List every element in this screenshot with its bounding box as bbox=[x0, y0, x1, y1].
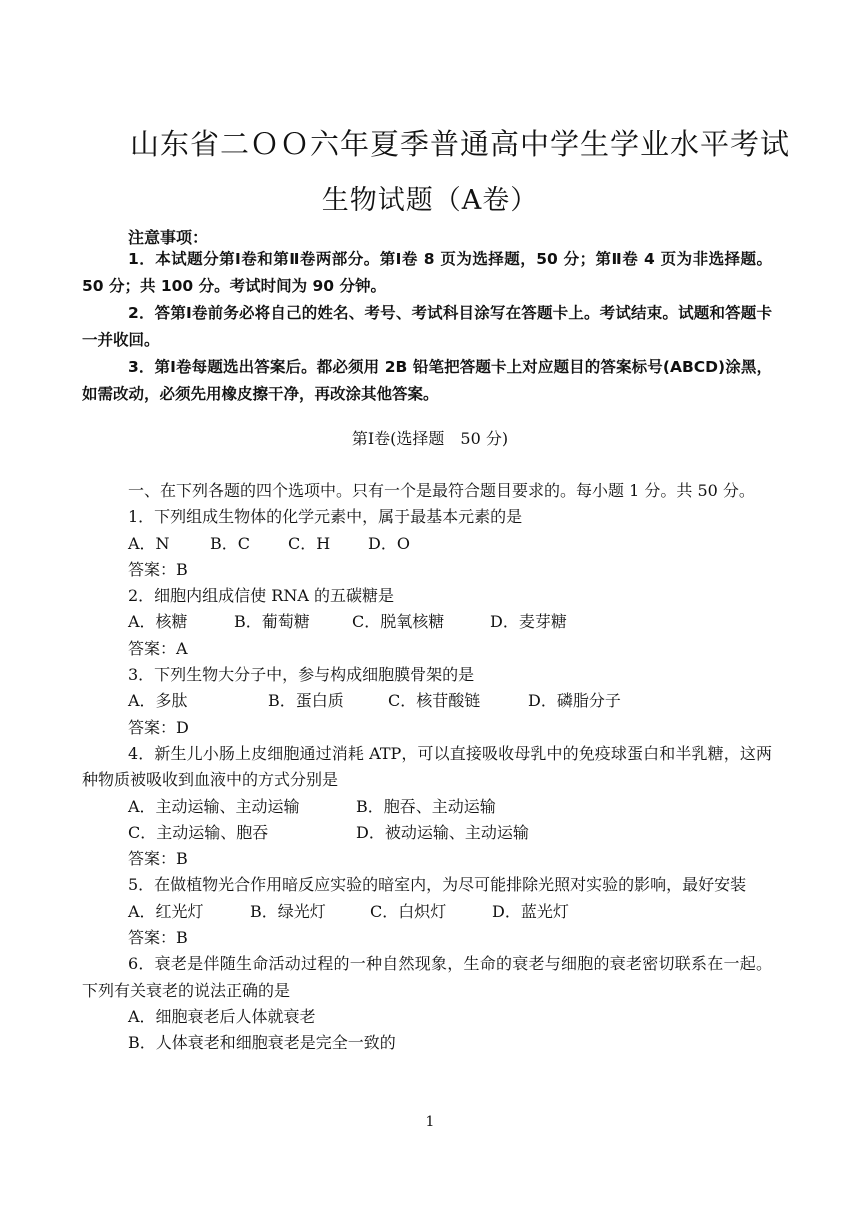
part-intro: 一、在下列各题的四个选项中。只有一个是最符合题目要求的。每小题 1 分。共 50 分。 bbox=[128, 481, 755, 500]
answer: 答案：B bbox=[128, 928, 188, 948]
question-stem: 5．在做植物光合作用暗反应实验的暗室内，为尽可能排除光照对实验的影响，最好安装 bbox=[128, 875, 747, 895]
question-option: B．人体衰老和细胞衰老是完全一致的 bbox=[128, 1033, 396, 1053]
option: B．绿光灯 bbox=[250, 901, 326, 921]
question-stem: 1．下列组成生物体的化学元素中，属于最基本元素的是 bbox=[128, 507, 523, 527]
note-item: 3．第Ⅰ卷每题选出答案后。都必须用 2B 铅笔把答题卡上对应题目的答案标号(ABCD)涂黑，如需改动，必须先用橡皮擦干净，再改涂其他答案。 bbox=[82, 358, 772, 403]
page-number: 1 bbox=[425, 1114, 435, 1130]
answer: 答案：B bbox=[128, 849, 188, 869]
question-options bbox=[82, 531, 772, 557]
question-options bbox=[82, 820, 772, 846]
option: B．C bbox=[210, 533, 251, 553]
option: A．主动运输、主动运输 bbox=[128, 796, 300, 816]
option: B．蛋白质 bbox=[268, 691, 344, 711]
option: B．葡萄糖 bbox=[234, 612, 310, 632]
question-options bbox=[82, 794, 772, 820]
questions-body bbox=[82, 478, 772, 1057]
option: D．蓝光灯 bbox=[492, 901, 569, 921]
exam-subtitle: 生物试题（A卷） bbox=[321, 185, 539, 216]
option: A．红光灯 bbox=[128, 901, 204, 921]
note-item: 1．本试题分第Ⅰ卷和第Ⅱ卷两部分。第Ⅰ卷 8 页为选择题，50 分；第Ⅱ卷 4 页为非选择题。50 分；共 100 分。考试时间为 90 分钟。 bbox=[82, 250, 772, 295]
question-stem: 3．下列生物大分子中，参与构成细胞膜骨架的是 bbox=[128, 665, 475, 685]
question-option: A．细胞衰老后人体就衰老 bbox=[128, 1006, 316, 1026]
option: D．麦芽糖 bbox=[490, 612, 567, 632]
option: C．H bbox=[288, 533, 331, 553]
option: C．白炽灯 bbox=[370, 901, 447, 921]
option: C．脱氧核糖 bbox=[352, 612, 445, 632]
option: C．主动运输、胞吞 bbox=[128, 822, 269, 842]
section-title: 第Ⅰ卷(选择题 50 分) bbox=[351, 429, 509, 448]
notes-heading: 注意事项： bbox=[128, 228, 209, 247]
option: C．核苷酸链 bbox=[388, 691, 481, 711]
question-stem: 4．新生儿小肠上皮细胞通过消耗 ATP，可以直接吸收母乳中的免疫球蛋白和半乳糖，这两种物质被吸收到血液中的方式分别是 bbox=[82, 743, 772, 790]
question-options bbox=[82, 609, 772, 635]
question-stem: 6．衰老是伴随生命活动过程的一种自然现象，生命的衰老与细胞的衰老密切联系在一起。下列有关衰老的说法正确的是 bbox=[82, 954, 772, 1000]
option: A．核糖 bbox=[128, 612, 188, 632]
option: B．胞吞、主动运输 bbox=[356, 796, 496, 816]
question-stem: 2．细胞内组成信使 RNA 的五碳糖是 bbox=[128, 586, 394, 606]
question-options bbox=[82, 688, 772, 714]
notes-list bbox=[82, 246, 772, 408]
option: A．多肽 bbox=[128, 691, 188, 711]
answer: 答案：A bbox=[128, 638, 188, 658]
option: D．O bbox=[368, 533, 410, 553]
answer: 答案：B bbox=[128, 559, 188, 579]
option: D．被动运输、主动运输 bbox=[356, 822, 529, 842]
exam-title: 山东省二ＯＯ六年夏季普通高中学生学业水平考试 bbox=[129, 127, 790, 161]
question-options bbox=[82, 899, 772, 925]
option: D．磷脂分子 bbox=[528, 691, 621, 711]
option: A．N bbox=[128, 533, 170, 553]
answer: 答案：D bbox=[128, 717, 189, 737]
note-item: 2．答第Ⅰ卷前务必将自己的姓名、考号、考试科目涂写在答题卡上。考试结束。试题和答题卡一并收回。 bbox=[82, 304, 772, 349]
